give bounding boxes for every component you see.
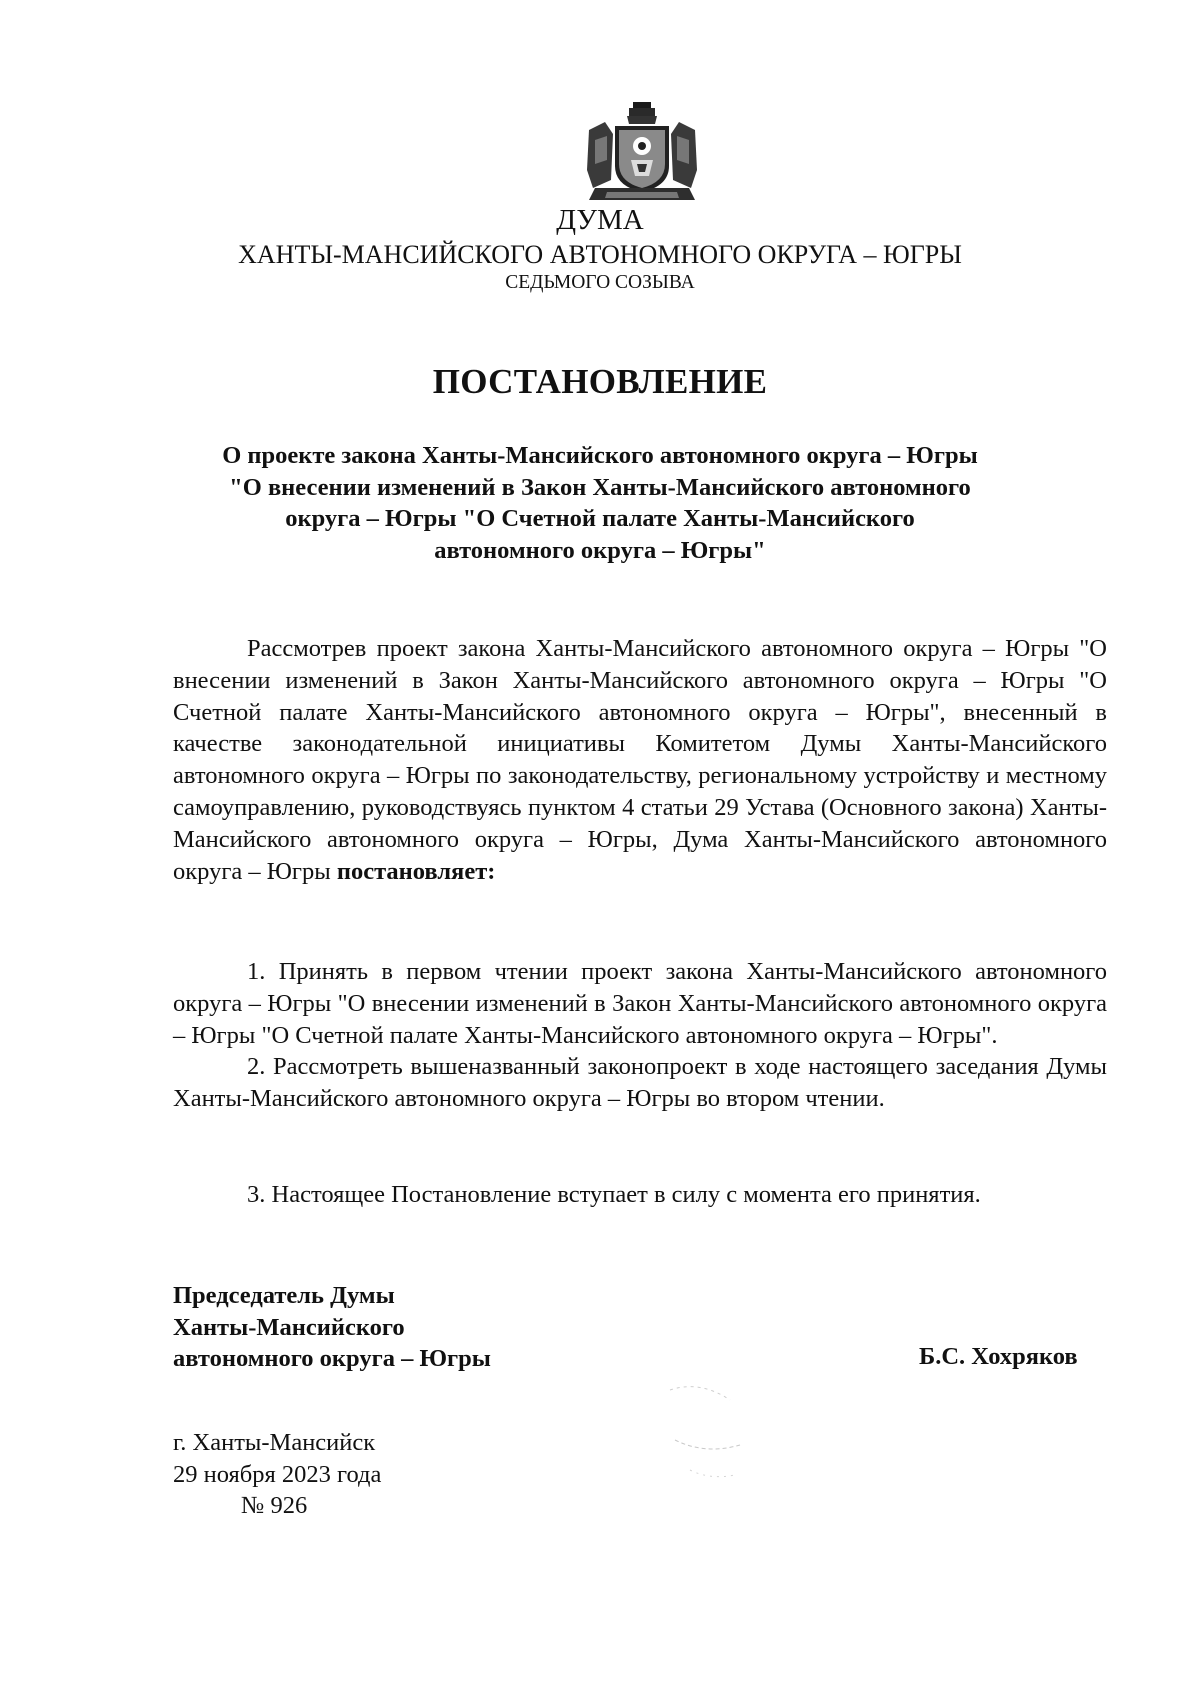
faint-stamp-trace <box>660 1370 750 1490</box>
place-of-issue: г. Ханты-Мансийск <box>173 1429 376 1456</box>
signatory-position-line: Ханты-Мансийского <box>173 1313 405 1341</box>
date-of-issue: 29 ноября 2023 года <box>173 1460 382 1488</box>
document-footer <box>173 1427 381 1522</box>
issuer-name: ДУМА <box>556 204 644 236</box>
title-line: автономного округа – Югры" <box>434 536 766 564</box>
title-line: округа – Югры "О Счетной палате Ханты-Мансийского <box>285 505 915 532</box>
resolution-item: 2. Рассмотреть вышеназванный законопроект в ходе настоящего заседания Думы Ханты-Мансийского автономного округа – Югры во втором чтении. <box>173 1053 1107 1113</box>
title-line: О проекте закона Ханты-Мансийского автономного округа – Югры <box>222 442 978 469</box>
document-title <box>150 440 1050 566</box>
resolution-item: 1. Принять в первом чтении проект закона Ханты-Мансийского автономного округа – Югры "О внесении изменений в Закон Ханты-Мансийского автономного округа – Югры "О Счетной палате Ханты-Мансийского автономного округа – Югры". <box>173 958 1107 1049</box>
signatory-position <box>173 1280 491 1375</box>
issuer-region: ХАНТЫ-МАНСИЙСКОГО АВТОНОМНОГО ОКРУГА – ЮГРЫ <box>238 240 962 269</box>
signatory-name: Б.С. Хохряков <box>919 1343 1078 1370</box>
resolution-item: 3. Настоящее Постановление вступает в силу с момента его принятия. <box>247 1181 981 1208</box>
title-line: "О внесении изменений в Закон Ханты-Мансийского автономного <box>229 473 971 501</box>
preamble-text: Рассмотрев проект закона Ханты-Мансийского автономного округа – Югры "О внесении изменений в Закон Ханты-Мансийского автономного округа – Югры "О Счетной палате Ханты-Мансийского автономного округа – Югры", внесенный в качестве законодательной инициативы Комитетом Думы Ханты-Мансийского автономного округа – Югры по законодательству, региональному устройству и местному самоуправлению, руководствуясь пунктом 4 статьи 29 Устава (Основного закона) Ханты-Мансийского автономного округа – Югры, Дума Ханты-Мансийского автономного округа – Югры <box>173 635 1107 885</box>
preamble-paragraph <box>173 633 1107 887</box>
signatory-position-line: Председатель Думы <box>173 1282 395 1309</box>
convocation: СЕДЬМОГО СОЗЫВА <box>505 272 695 293</box>
resolves-word: постановляет: <box>336 857 496 885</box>
signatory-position-line: автономного округа – Югры <box>173 1345 491 1372</box>
preamble <box>173 633 1107 887</box>
resolution-items <box>173 956 1107 1115</box>
coat-of-arms-icon <box>583 100 701 206</box>
document-number: № 926 <box>241 1492 308 1519</box>
document-type: ПОСТАНОВЛЕНИЕ <box>432 362 768 401</box>
